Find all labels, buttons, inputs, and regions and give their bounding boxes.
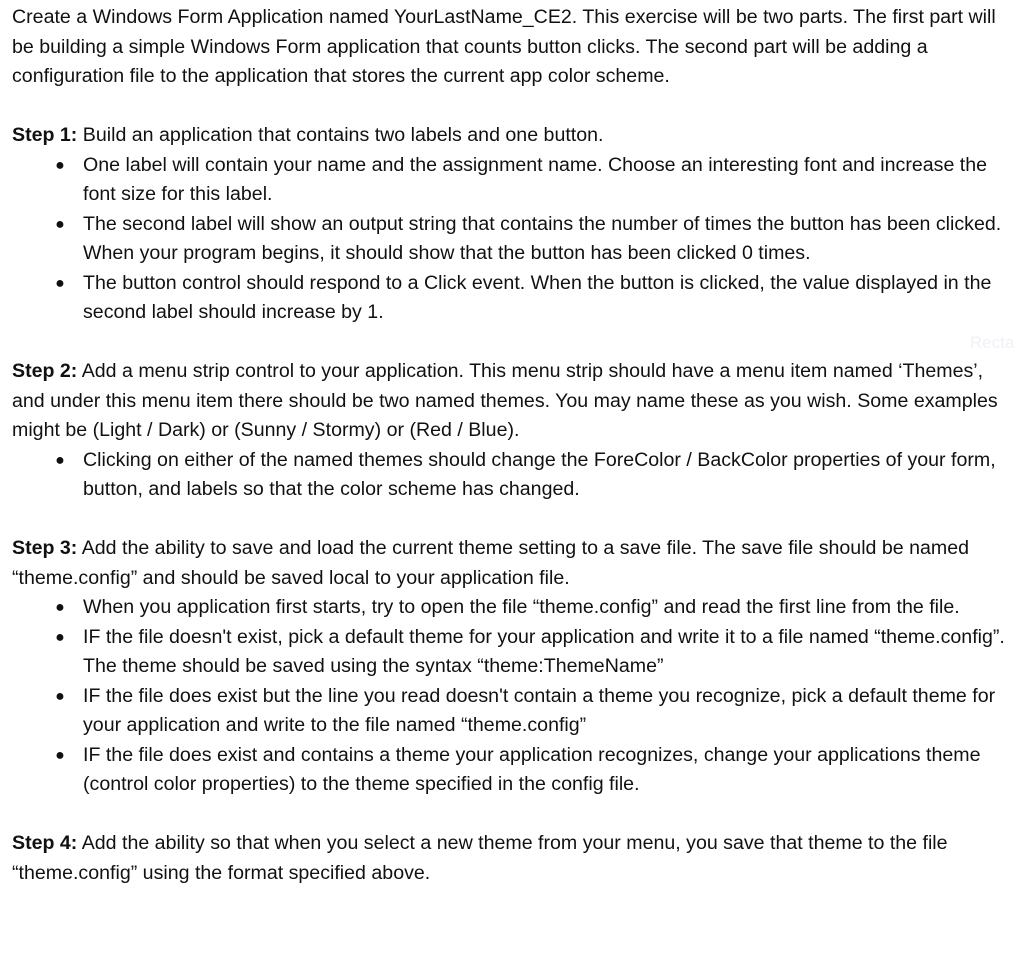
step-2-label: Step 2: — [12, 360, 78, 382]
list-item-text: When you application first starts, try to open the file “theme.config” and read the first line from the file. — [83, 596, 960, 618]
bullet-icon: ● — [55, 687, 65, 705]
list-item — [12, 210, 1016, 269]
step-1-text: Build an application that contains two labels and one button. — [77, 124, 604, 146]
bullet-icon: ● — [55, 274, 65, 292]
step-1-label: Step 1: — [12, 124, 78, 146]
list-item-text: IF the file does exist and contains a theme your application recognizes, change your applications theme (control color properties) to the theme specified in the config file. — [83, 743, 981, 795]
step-2-paragraph — [12, 357, 1016, 446]
list-item — [12, 269, 1016, 328]
step-4-paragraph — [12, 829, 1016, 888]
list-item — [12, 623, 1016, 682]
list-item — [12, 741, 1016, 800]
step-4-text: Add the ability so that when you select a new theme from your menu, you save that theme to the file “theme.config” using the format specified above. — [12, 832, 948, 884]
paragraph-gap — [12, 800, 1016, 830]
list-item-text: IF the file does exist but the line you read doesn't contain a theme you recognize, pick a default theme for your application and write to the file named “theme.config” — [83, 684, 996, 736]
faint-overlay-label: Recta — [970, 333, 1015, 352]
list-item — [12, 446, 1016, 505]
list-item-text: The button control should respond to a Click event. When the button is clicked, the value displayed in the second label should increase by 1. — [83, 271, 992, 323]
list-item — [12, 682, 1016, 741]
bullet-icon: ● — [55, 628, 65, 646]
bullet-icon: ● — [55, 599, 65, 616]
step-2-text: Add a menu strip control to your application. This menu strip should have a menu item named ‘Themes’, and under this menu item there should be two named themes. You may name these as you wish. Some examples might be (Light / Dark) or (Sunny / Stormy) or (Red / Blue). — [12, 360, 998, 441]
step-1-bullet-list — [12, 151, 1016, 328]
bullet-icon: ● — [55, 215, 65, 233]
step-3-label: Step 3: — [12, 537, 78, 559]
step-3-paragraph — [12, 534, 1016, 593]
step-3-bullet-list — [12, 593, 1016, 800]
list-item — [12, 151, 1016, 210]
paragraph-gap — [12, 505, 1016, 535]
bullet-icon: ● — [55, 156, 65, 174]
list-item-text: One label will contain your name and the assignment name. Choose an interesting font and increase the font size for this label. — [83, 153, 988, 205]
step-2-bullet-list — [12, 446, 1016, 505]
step-4-label: Step 4: — [12, 832, 78, 854]
list-item-text: The second label will show an output string that contains the number of times the button has been clicked. When your program begins, it should show that the button has been clicked 0 times. — [83, 212, 1002, 264]
paragraph-gap — [12, 328, 1016, 358]
list-item-text: Clicking on either of the named themes should change the ForeColor / BackColor properties of your form, button, and labels so that the color scheme has changed. — [83, 448, 996, 500]
list-item — [12, 593, 1016, 623]
bullet-icon: ● — [55, 746, 65, 764]
step-3-text: Add the ability to save and load the current theme setting to a save file. The save file should be named “theme.config” and should be saved local to your application file. — [12, 537, 970, 589]
intro-paragraph: Create a Windows Form Application named YourLastName_CE2. This exercise will be two parts. The first part will be building a simple Windows Form application that counts button clicks. The second part will be adding a configuration file to the application that stores the current app color scheme. — [12, 6, 996, 87]
step-1-paragraph — [12, 121, 1016, 151]
paragraph-gap — [12, 92, 1016, 122]
list-item-text: IF the file doesn't exist, pick a default theme for your application and write it to a file named “theme.config”. The theme should be saved using the syntax “theme:ThemeName” — [83, 625, 1005, 677]
bullet-icon: ● — [55, 451, 65, 469]
assignment-document — [12, 3, 1016, 888]
